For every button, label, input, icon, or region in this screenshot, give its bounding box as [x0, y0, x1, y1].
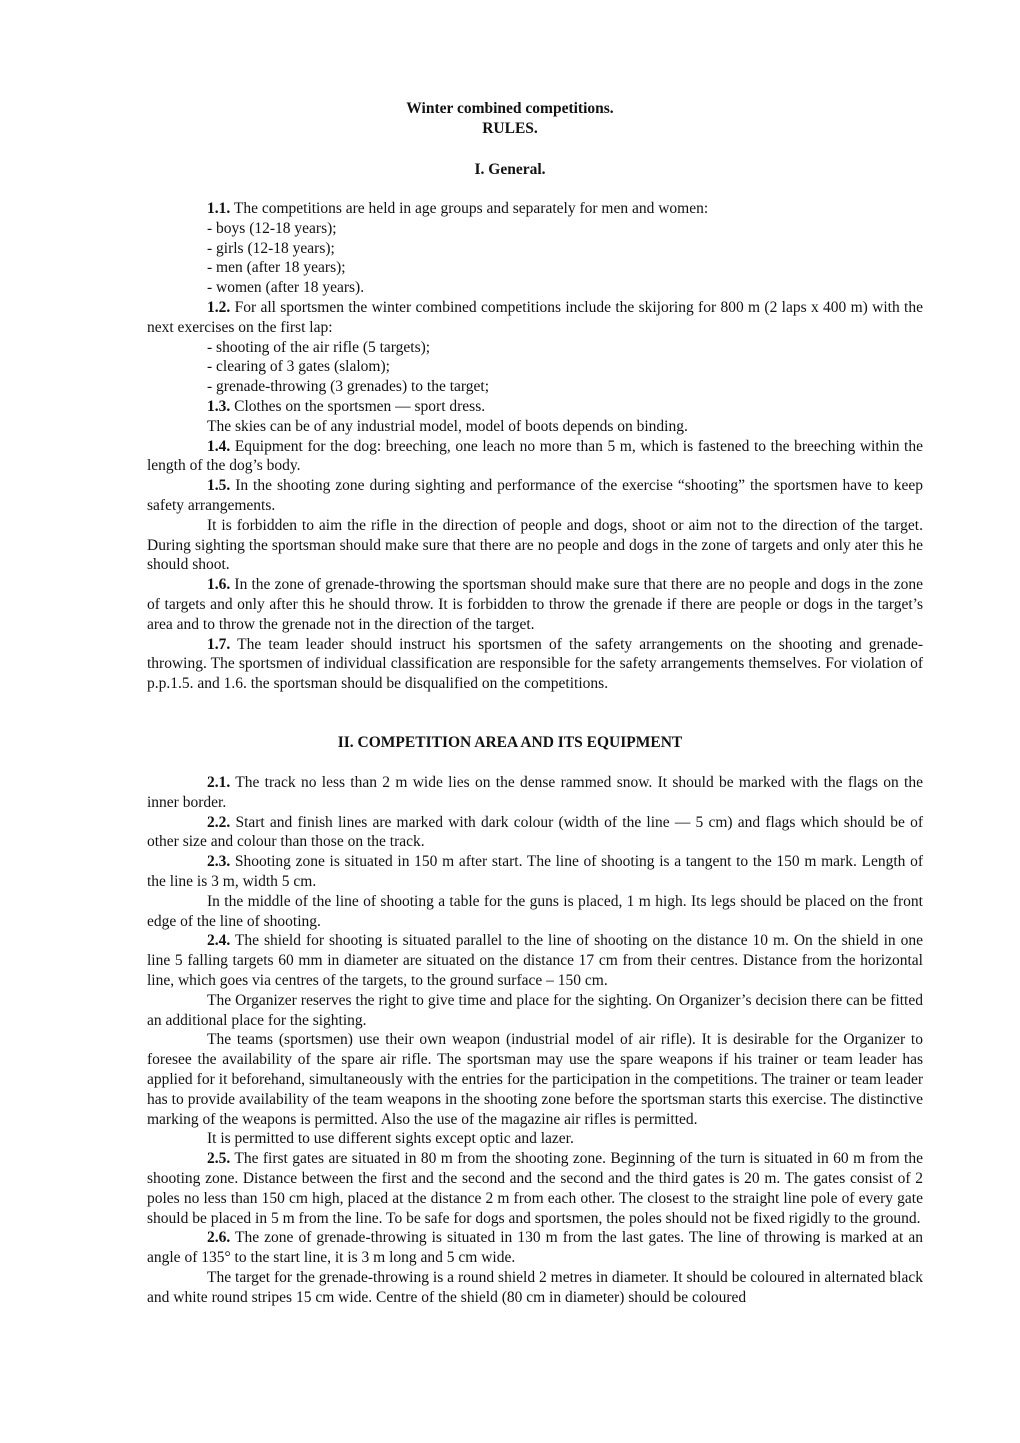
list-item: - shooting of the air rifle (5 targets);: [207, 338, 431, 356]
paragraph-1-2: 1.2. For all sportsmen the winter combined competitions include the skijoring for 800 m (2 laps x 400 m) with the next exercises on the first lap:: [147, 298, 923, 336]
paragraph-2-3: 2.3. Shooting zone is situated in 150 m after start. The line of shooting is a tangent to the 150 m mark. Length of the line is 3 m, width 5 cm.: [147, 853, 923, 890]
paragraph-1-5-extra: It is forbidden to aim the rifle in the direction of people and dogs, shoot or aim not to the direction of the target. During sighting the sportsman should make sure that there are no people and dogs in the zone of targets and only ater this he should shoot.: [147, 516, 923, 574]
section-1-heading: I. General.: [474, 161, 546, 178]
document-title: Winter combined competitions.: [406, 100, 614, 117]
paragraph-1-1: 1.1. The competitions are held in age groups and separately for men and women:: [207, 200, 709, 217]
paragraph-1-5: 1.5. In the shooting zone during sighting and performance of the exercise “shooting” the sportsmen have to keep safety arrangements.: [147, 477, 923, 514]
list-item: - boys (12-18 years);: [207, 219, 337, 237]
document-subtitle: RULES.: [482, 120, 538, 137]
section-1-body: [147, 199, 923, 694]
paragraph-1-3: 1.3. Clothes on the sportsmen — sport dress.: [207, 397, 486, 415]
list-item: - men (after 18 years);: [207, 259, 346, 277]
paragraph-1-6: 1.6. In the zone of grenade-throwing the sportsman should make sure that there are no people and dogs in the zone of targets and only after this he should throw. It is forbidden to throw the grenade if there are people or dogs in the target’s area and to throw the grenade not in the direction of the target.: [147, 576, 923, 633]
paragraph-1-4: 1.4. Equipment for the dog: breeching, one leach no more than 5 m, which is fastened to the breeching within the length of the dog’s body.: [147, 437, 923, 475]
section-2-heading: II. COMPETITION AREA AND ITS EQUIPMENT: [337, 734, 683, 751]
paragraph-2-6: 2.6. The zone of grenade-throwing is situated in 130 m from the last gates. The line of throwing is marked at an angle of 135° to the start line, it is 3 m long and 5 cm wide.: [147, 1229, 923, 1267]
paragraph-2-4: 2.4. The shield for shooting is situated parallel to the line of shooting on the distance 10 m. On the shield in one line 5 falling targets 60 mm in diameter are situated on the distance 17 cm from their centres. Distance from the horizontal line, which goes via centres of the targets, to the ground surface – 150 cm.: [147, 932, 923, 989]
section-2-body: [147, 773, 923, 1308]
paragraph-2-4-extra-3: It is permitted to use different sights except optic and lazer.: [207, 1130, 574, 1148]
paragraph-2-3-extra: In the middle of the line of shooting a table for the guns is placed, 1 m high. Its legs should be placed on the front edge of the line of shooting.: [147, 892, 923, 930]
paragraph-2-5: 2.5. The first gates are situated in 80 m from the shooting zone. Beginning of the turn is situated in 60 m from the shooting zone. Distance between the first and the second and the second and the third gates is 20 m. The gates consist of 2 poles no less than 150 cm high, placed at the distance 2 m from each other. The closest to the straight line pole of every gate should be placed in 5 m from the line. To be safe for dogs and sportsmen, the poles should not be fixed rigidly to the ground.: [147, 1150, 923, 1227]
list-item: - grenade-throwing (3 grenades) to the target;: [207, 378, 490, 396]
paragraph-2-4-extra-2: The teams (sportsmen) use their own weapon (industrial model of air rifle). It is desirable for the Organizer to foresee the availability of the spare air rifle. The sportsman may use the spare weapons if his trainer or team leader has applied for it beforehand, simultaneously with the entries for the participation in the competitions. The trainer or team leader has to provide availability of the team weapons in the shooting zone before the sportsman starts this exercise. The distinctive marking of the weapons is permitted. Also the use of the magazine air rifles is permitted.: [147, 1031, 923, 1128]
paragraph-2-2: 2.2. Start and finish lines are marked with dark colour (width of the line — 5 cm) and flags which should be of other size and colour than those on the track.: [147, 813, 923, 851]
list-item: - clearing of 3 gates (slalom);: [207, 358, 390, 376]
paragraph-2-4-extra-1: The Organizer reserves the right to give time and place for the sighting. On Organizer’s decision there can be fitted an additional place for the sighting.: [147, 991, 923, 1029]
paragraph-2-6-extra: The target for the grenade-throwing is a round shield 2 metres in diameter. It should be coloured in alternated black and white round stripes 15 cm wide. Centre of the shield (80 cm in diameter) should be coloured: [147, 1268, 923, 1306]
paragraph-1-3-extra: The skies can be of any industrial model, model of boots depends on binding.: [207, 417, 688, 435]
paragraph-2-1: 2.1. The track no less than 2 m wide lies on the dense rammed snow. It should be marked with the flags on the inner border.: [147, 774, 923, 811]
list-item: - girls (12-18 years);: [207, 239, 335, 257]
list-item: - women (after 18 years).: [207, 279, 365, 297]
paragraph-1-7: 1.7. The team leader should instruct his sportsmen of the safety arrangements on the shooting and grenade-throwing. The sportsmen of individual classification are responsible for the safety arrangements themselves. For violation of p.p.1.5. and 1.6. the sportsman should be disqualified on the competitions.: [147, 635, 923, 693]
